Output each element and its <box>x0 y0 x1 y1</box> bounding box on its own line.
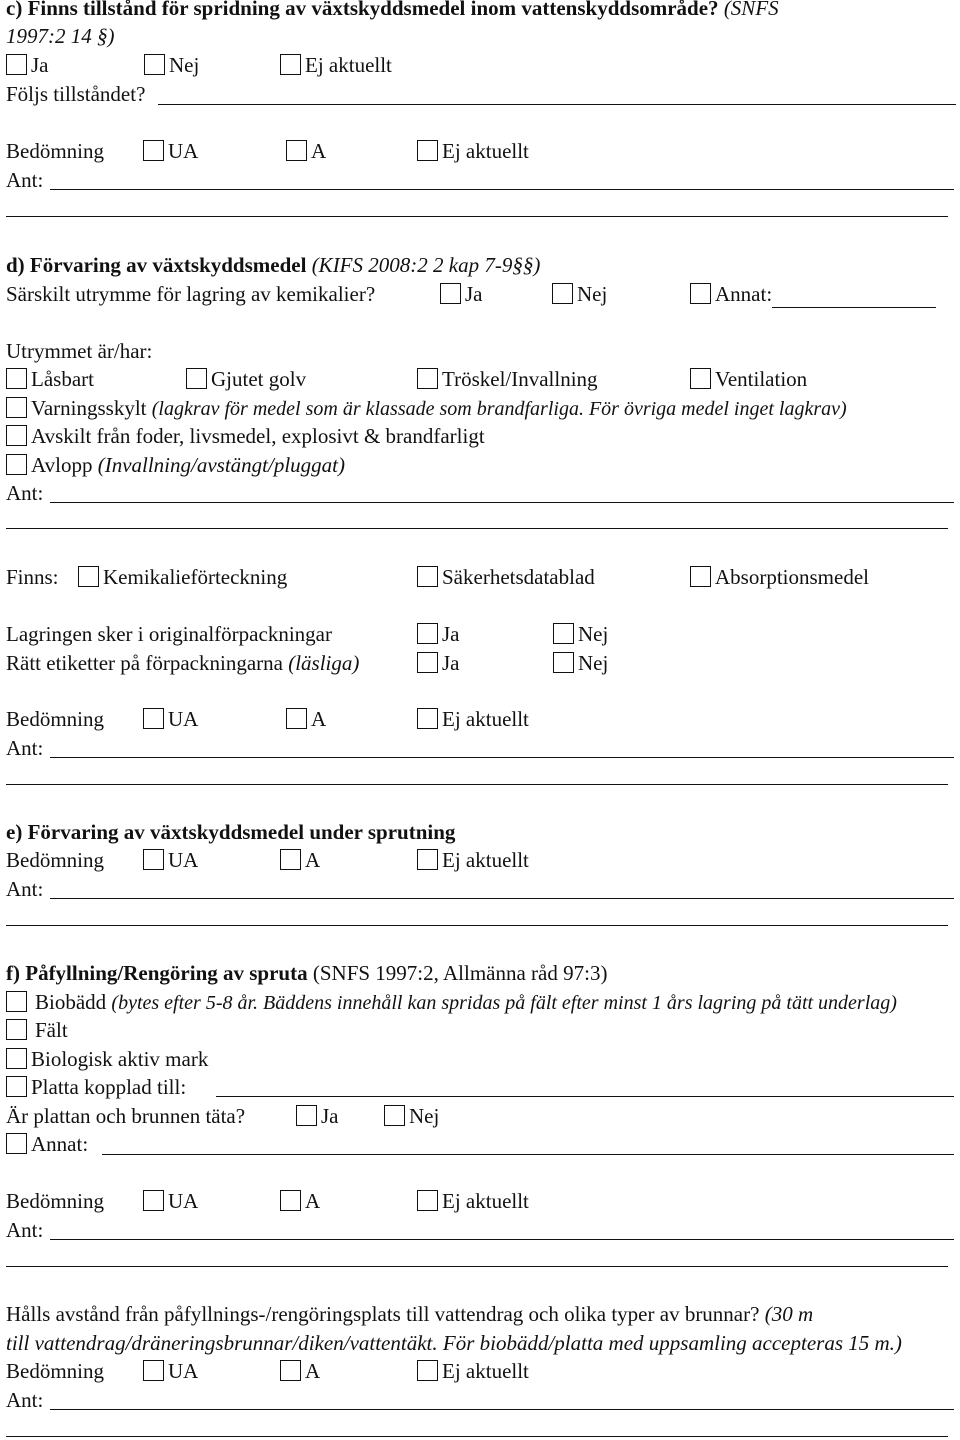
f-ej-checkbox-1[interactable] <box>417 1190 438 1211</box>
c-follow-question: Följs tillståndet? <box>6 82 146 106</box>
section-f-heading: f) Påfyllning/Rengöring av spruta (SNFS 1997:2, Allmänna råd 97:3) <box>6 961 608 985</box>
c-nej-checkbox[interactable] <box>144 54 165 75</box>
d-packaging-ja-checkbox[interactable] <box>417 623 438 644</box>
d-labels-row: Rätt etiketter på förpackningarna (läsliga) Ja Nej <box>6 651 609 675</box>
f-tight-row: Är plattan och brunnen täta? Ja Nej <box>6 1104 440 1128</box>
d-labels-ja-checkbox[interactable] <box>417 652 438 673</box>
d-sds-checkbox[interactable] <box>417 566 438 587</box>
f-ej-checkbox-2[interactable] <box>417 1360 438 1381</box>
f-notes-row-1: Ant: <box>6 1218 44 1242</box>
d-ventilation-checkbox[interactable] <box>690 368 711 389</box>
d-room-label: Utrymmet är/har: <box>6 339 153 363</box>
f-distance-row-1: Hålls avstånd från påfyllnings-/rengöringsplats till vattendrag och olika typer av brunnar? (30 m <box>6 1302 814 1326</box>
d-assessment-row: Bedömning UA A Ej aktuellt <box>6 707 529 731</box>
f-tight-ja-checkbox[interactable] <box>296 1105 317 1126</box>
section-c-heading: c) Finns tillstånd för spridning av växtskyddsmedel inom vattenskyddsområde? (SNFS <box>6 0 779 20</box>
d-cast-floor-checkbox[interactable] <box>186 368 207 389</box>
section-c-options: Ja Nej Ej aktuellt <box>6 51 954 79</box>
d-labels-nej-checkbox[interactable] <box>553 652 574 673</box>
f-plate-row: Platta kopplad till: <box>6 1073 954 1101</box>
d-room-options: Låsbart Gjutet golv Tröskel/Invallning Ventilation <box>6 365 954 393</box>
f-plate-line[interactable] <box>216 1096 954 1097</box>
d-separated-row: Avskilt från foder, livsmedel, explosivt & brandfarligt <box>6 422 954 450</box>
d-notes-line-4[interactable] <box>6 784 948 785</box>
d-annat-checkbox[interactable] <box>690 283 711 304</box>
d-drain-row: Avlopp (Invallning/avstängt/pluggat) <box>6 451 954 479</box>
section-d-heading: d) Förvaring av växtskyddsmedel (KIFS 2008:2 2 kap 7-9§§) <box>6 253 541 277</box>
d-storage-row: Särskilt utrymme för lagring av kemikalier? Ja Nej Annat: <box>6 280 954 308</box>
c-ua-checkbox[interactable] <box>143 140 164 161</box>
e-notes-line-1[interactable] <box>50 898 954 899</box>
e-notes-line-2[interactable] <box>6 925 948 926</box>
e-notes-row: Ant: <box>6 877 44 901</box>
d-exists-row: Finns: Kemikalieförteckning Säkerhetsdatablad Absorptionsmedel <box>6 565 869 589</box>
section-e-heading: e) Förvaring av växtskyddsmedel under sprutning <box>6 820 456 844</box>
d-notes-line-2[interactable] <box>6 528 948 529</box>
c-follow-answer-line[interactable] <box>158 104 956 105</box>
f-distance-row-2: till vattendrag/dräneringsbrunnar/diken/vattentäkt. För biobädd/platta med uppsamling accepteras 15 m.) <box>6 1331 902 1355</box>
f-ua-checkbox-2[interactable] <box>143 1360 164 1381</box>
e-a-checkbox[interactable] <box>280 849 301 870</box>
c-ej-checkbox[interactable] <box>417 140 438 161</box>
d-annat-line[interactable] <box>772 285 936 308</box>
f-notes-line-2[interactable] <box>6 1266 948 1267</box>
d-chem-list-checkbox[interactable] <box>78 566 99 587</box>
f-biobed-row: Biobädd (bytes efter 5-8 år. Bäddens innehåll kan spridas på fält efter minst 1 års lagring på tätt underlag) <box>6 988 954 1016</box>
c-notes-line-2[interactable] <box>6 216 948 217</box>
d-packaging-nej-checkbox[interactable] <box>553 623 574 644</box>
c-notes-row: Ant: <box>6 168 44 192</box>
e-ej-checkbox[interactable] <box>417 849 438 870</box>
f-bio-soil-checkbox[interactable] <box>6 1048 27 1069</box>
d-original-packaging-row: Lagringen sker i originalförpackningar Ja Nej <box>6 622 609 646</box>
d-absorbent-checkbox[interactable] <box>690 566 711 587</box>
f-notes-row-2: Ant: <box>6 1388 44 1412</box>
c-notes-line-1[interactable] <box>50 189 954 190</box>
d-ja-checkbox[interactable] <box>440 283 461 304</box>
d-threshold-checkbox[interactable] <box>417 368 438 389</box>
d-a-checkbox[interactable] <box>286 708 307 729</box>
d-ej-checkbox[interactable] <box>417 708 438 729</box>
f-notes-line-4[interactable] <box>6 1436 948 1437</box>
d-drain-checkbox[interactable] <box>6 454 27 475</box>
f-other-line[interactable] <box>102 1154 954 1155</box>
f-ua-checkbox-1[interactable] <box>143 1190 164 1211</box>
f-field-checkbox[interactable] <box>6 1019 27 1040</box>
c-a-checkbox[interactable] <box>286 140 307 161</box>
d-ua-checkbox[interactable] <box>143 708 164 729</box>
c-assessment-row: Bedömning UA A Ej aktuellt <box>6 139 529 163</box>
d-locked-checkbox[interactable] <box>6 368 27 389</box>
f-a-checkbox-2[interactable] <box>280 1360 301 1381</box>
f-notes-line-1[interactable] <box>50 1239 954 1240</box>
f-a-checkbox-1[interactable] <box>280 1190 301 1211</box>
d-warning-row: Varningsskylt (lagkrav för medel som är klassade som brandfarliga. För övriga medel inget lagkrav) <box>6 394 954 422</box>
c-ja-checkbox[interactable] <box>6 54 27 75</box>
d-notes-line-3[interactable] <box>50 757 954 758</box>
c-ej-aktuellt-checkbox[interactable] <box>280 54 301 75</box>
f-bio-soil-row: Biologisk aktiv mark <box>6 1045 954 1073</box>
f-biobed-checkbox[interactable] <box>6 991 27 1012</box>
e-assessment-row: Bedömning UA A Ej aktuellt <box>6 848 529 872</box>
e-ua-checkbox[interactable] <box>143 849 164 870</box>
f-other-row: Annat: <box>6 1130 954 1158</box>
f-assessment-row-2: Bedömning UA A Ej aktuellt <box>6 1359 529 1383</box>
d-separated-checkbox[interactable] <box>6 425 27 446</box>
f-field-row: Fält <box>6 1016 954 1044</box>
f-other-checkbox[interactable] <box>6 1133 27 1154</box>
d-notes-row-2: Ant: <box>6 736 44 760</box>
f-assessment-row-1: Bedömning UA A Ej aktuellt <box>6 1189 529 1213</box>
d-nej-checkbox[interactable] <box>552 283 573 304</box>
section-c-heading-ref: 1997:2 14 §) <box>6 24 115 48</box>
d-warning-sign-checkbox[interactable] <box>6 397 27 418</box>
f-plate-checkbox[interactable] <box>6 1076 27 1097</box>
d-notes-row-1: Ant: <box>6 481 44 505</box>
d-notes-line-1[interactable] <box>50 502 954 503</box>
f-notes-line-3[interactable] <box>50 1409 954 1410</box>
f-tight-nej-checkbox[interactable] <box>384 1105 405 1126</box>
